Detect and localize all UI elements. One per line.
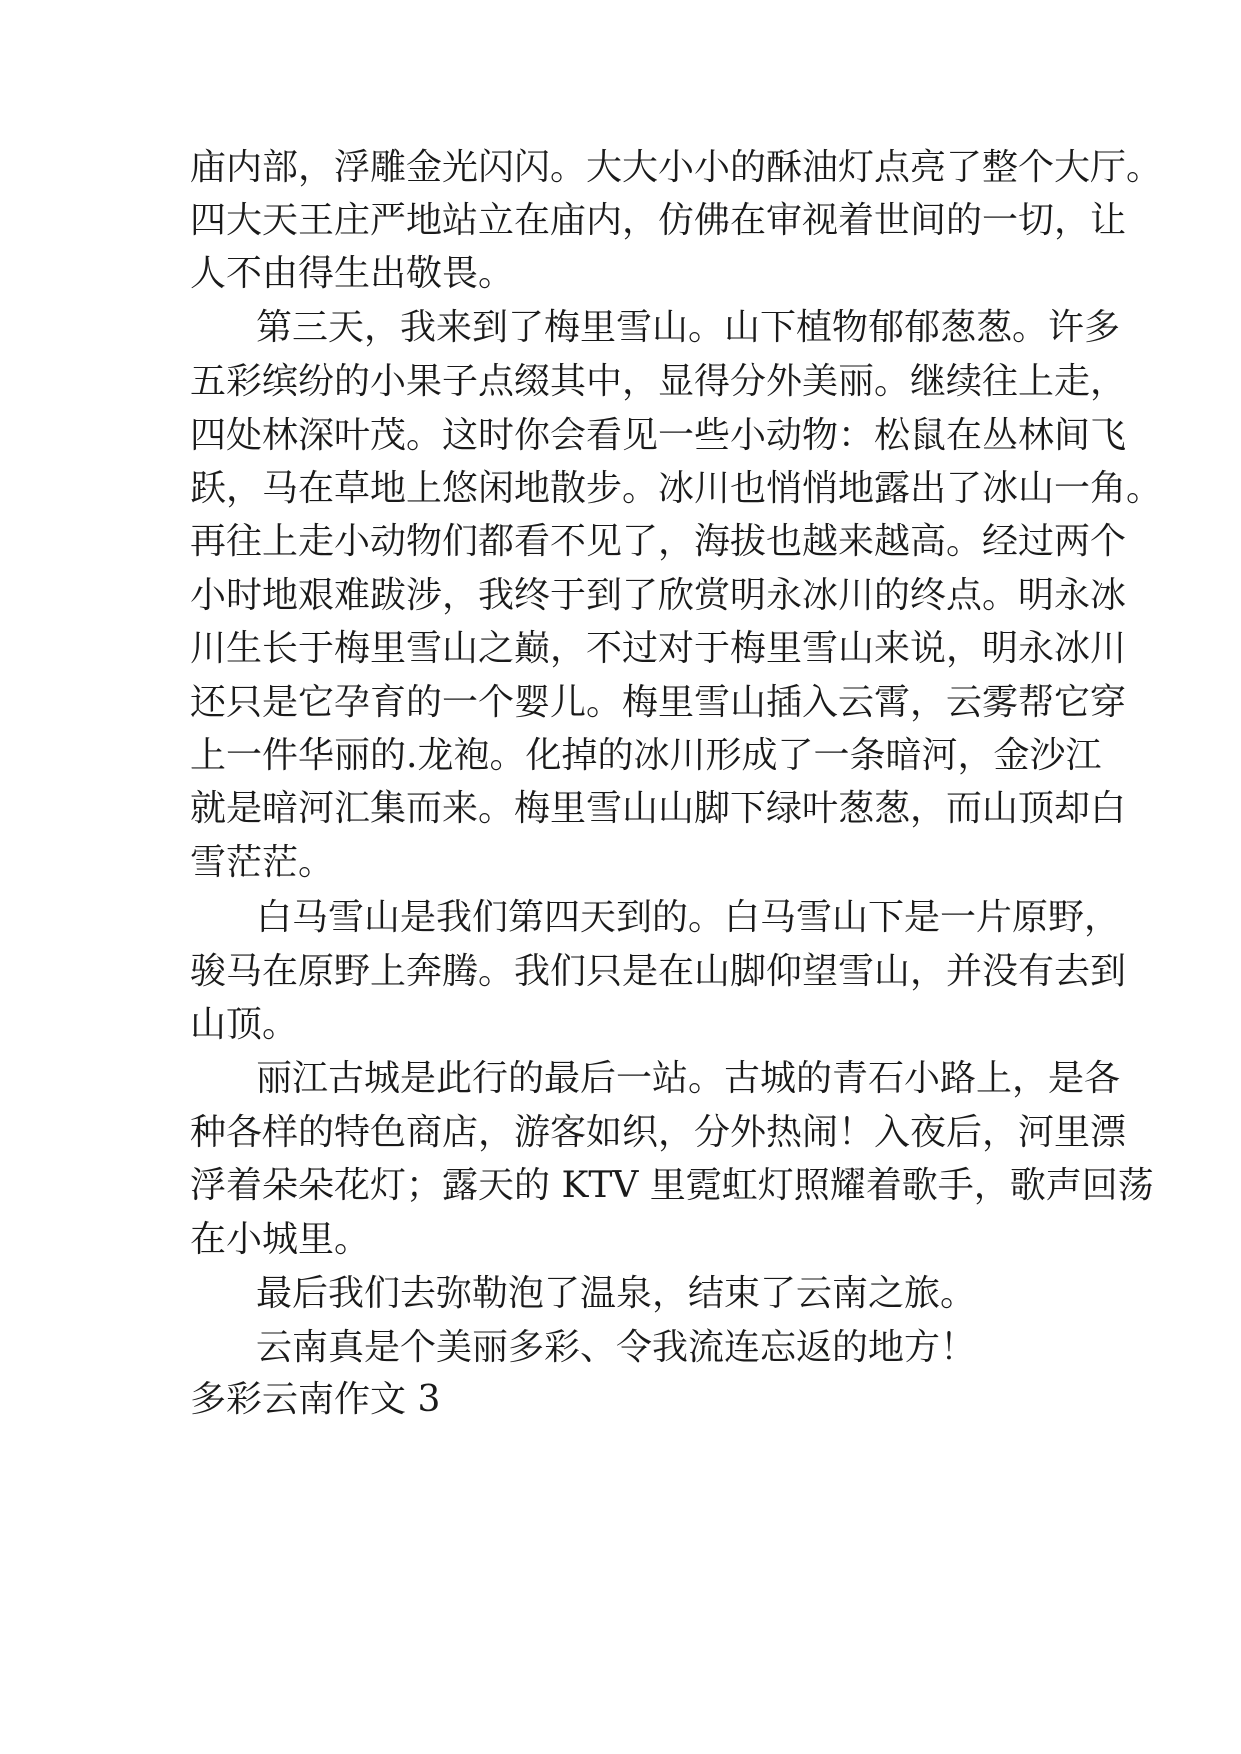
text-line: 还只是它孕育的一个婴儿。梅里雪山插入云霄，云雾帮它穿: [190, 682, 1127, 723]
text-line: 上一件华丽的.龙袍。化掉的冰川形成了一条暗河，金沙江: [190, 735, 1102, 776]
paragraph-first-line: 云南真是个美丽多彩、令我流连忘返的地方！: [256, 1327, 977, 1368]
paragraph-first-line: 第三天，我来到了梅里雪山。山下植物郁郁葱葱。许多: [256, 307, 1121, 348]
paragraph-first-line: 丽江古城是此行的最后一站。古城的青石小路上，是各: [256, 1058, 1121, 1099]
text-line: 川生长于梅里雪山之巅，不过对于梅里雪山来说，明永冰川: [190, 628, 1127, 669]
text-line: 四大天王庄严地站立在庙内，仿佛在审视着世间的一切，让: [190, 200, 1127, 241]
text-line: 就是暗河汇集而来。梅里雪山山脚下绿叶葱葱，而山顶却白: [190, 788, 1127, 829]
section-heading: 多彩云南作文 3: [190, 1379, 441, 1420]
text-line: 人不由得生出敬畏。: [190, 253, 515, 294]
text-line: 庙内部，浮雕金光闪闪。大大小小的酥油灯点亮了整个大厅。: [190, 147, 1163, 188]
paragraph-first-line: 最后我们去弥勒泡了温泉，结束了云南之旅。: [256, 1273, 977, 1314]
text-line: 山顶。: [190, 1004, 299, 1045]
text-line: 五彩缤纷的小果子点缀其中，显得分外美丽。继续往上走，: [190, 361, 1127, 402]
text-line: 小时地艰难跋涉，我终于到了欣赏明永冰川的终点。明永冰: [190, 575, 1127, 616]
text-line: 在小城里。: [190, 1219, 371, 1260]
text-line: 跃，马在草地上悠闲地散步。冰川也悄悄地露出了冰山一角。: [190, 468, 1163, 509]
text-line: 四处林深叶茂。这时你会看见一些小动物：松鼠在丛林间飞: [190, 415, 1127, 456]
text-line: 再往上走小动物们都看不见了，海拔也越来越高。经过两个: [190, 521, 1127, 562]
paragraph-first-line: 白马雪山是我们第四天到的。白马雪山下是一片原野，: [256, 897, 1121, 938]
text-line: 雪茫茫。: [190, 842, 335, 883]
text-line: 种各样的特色商店，游客如织，分外热闹！入夜后，河里漂: [190, 1112, 1127, 1153]
text-line: 骏马在原野上奔腾。我们只是在山脚仰望雪山，并没有去到: [190, 951, 1127, 992]
text-line: 浮着朵朵花灯；露天的 KTV 里霓虹灯照耀着歌手，歌声回荡: [190, 1165, 1154, 1206]
